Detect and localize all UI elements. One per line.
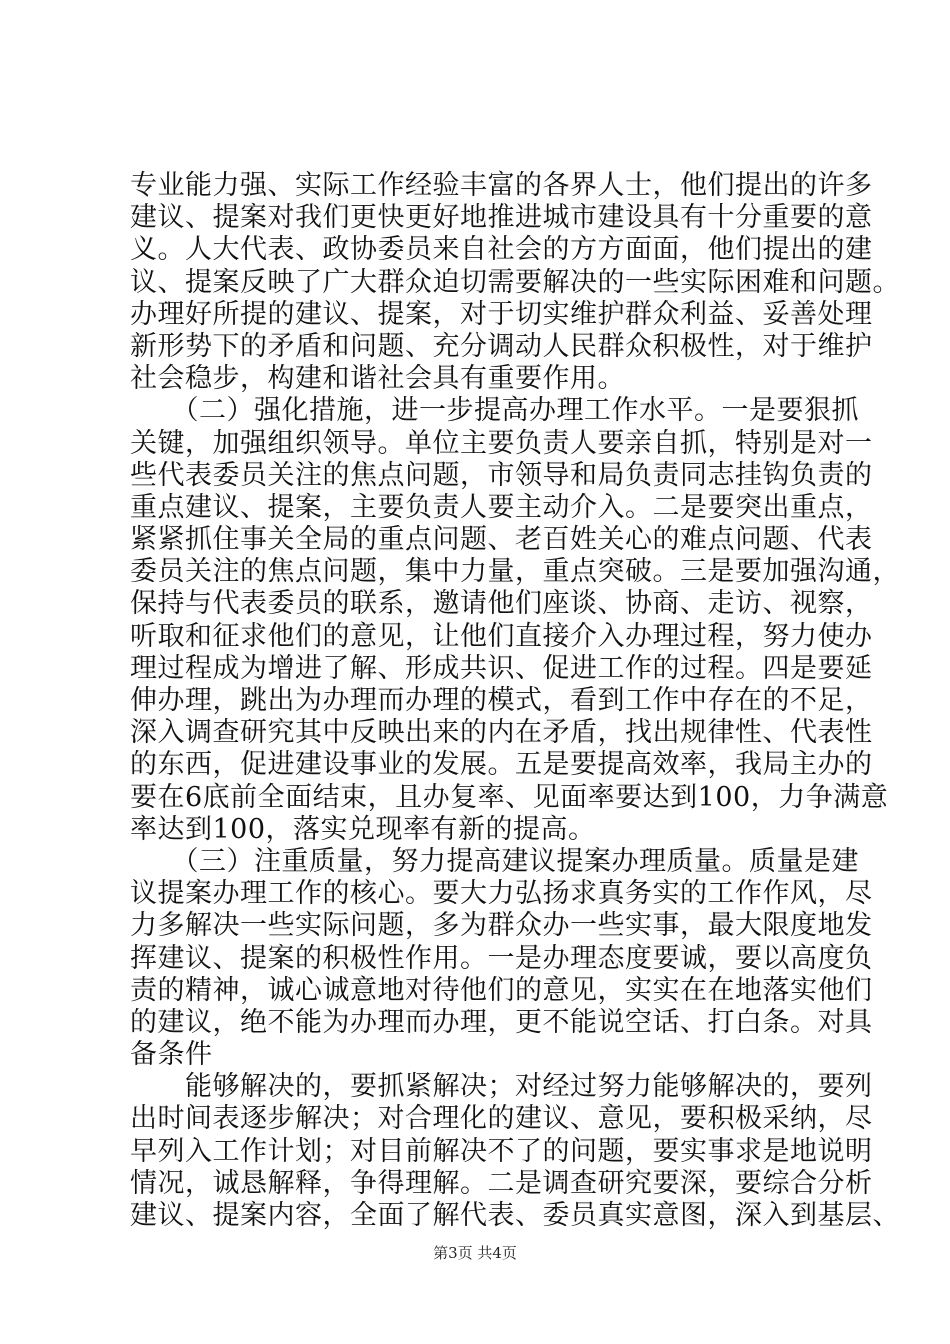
text-line: 重点建议、提案，主要负责人要主动介入。二是要突出重点， <box>130 491 873 523</box>
text-line: 议、提案反映了广大群众迫切需要解决的一些实际困难和问题。 <box>130 266 900 298</box>
text-line: 力多解决一些实际问题，多为群众办一些实事，最大限度地发 <box>130 910 873 942</box>
page-number: 第3页 共4页 <box>433 1244 517 1262</box>
text-line: 能够解决的，要抓紧解决；对经过努力能够解决的，要列 <box>130 1071 873 1103</box>
text-line: 备条件 <box>130 1039 213 1071</box>
text-line: 社会稳步，构建和谐社会具有重要作用。 <box>130 363 625 395</box>
text-line: 些代表委员关注的焦点问题，市领导和局负责同志挂钩负责的 <box>130 459 873 491</box>
text-line: （二）强化措施，进一步提高办理工作水平。一是要狠抓 <box>130 395 859 427</box>
text-line: 率达到100，落实兑现率有新的提高。 <box>130 813 596 845</box>
text-line: 建议、提案对我们更快更好地推进城市建设具有十分重要的意 <box>130 202 873 234</box>
text-line: 理过程成为增进了解、形成共识、促进工作的过程。四是要延 <box>130 652 873 684</box>
text-line: 保持与代表委员的联系，邀请他们座谈、协商、走访、视察， <box>130 588 873 620</box>
text-line: 办理好所提的建议、提案，对于切实维护群众利益、妥善处理 <box>130 298 873 330</box>
text-line: 早列入工作计划；对目前解决不了的问题，要实事求是地说明 <box>130 1135 873 1167</box>
text-line: 情况，诚恳解释，争得理解。二是调查研究要深，要综合分析 <box>130 1167 873 1199</box>
text-line: 责的精神，诚心诚意地对待他们的意见，实实在在地落实他们 <box>130 974 873 1006</box>
text-line: 出时间表逐步解决；对合理化的建议、意见，要积极采纳，尽 <box>130 1103 873 1135</box>
text-line: 的东西，促进建设事业的发展。五是要提高效率，我局主办的 <box>130 749 873 781</box>
text-line: 专业能力强、实际工作经验丰富的各界人士，他们提出的许多 <box>130 170 873 201</box>
text-line: 听取和征求他们的意见，让他们直接介入办理过程，努力使办 <box>130 620 873 652</box>
text-line: 关键，加强组织领导。单位主要负责人要亲自抓，特别是对一 <box>130 427 873 459</box>
text-line: 要在6底前全面结束，且办复率、见面率要达到100，力争满意 <box>130 781 889 813</box>
page-footer <box>0 1242 950 1263</box>
text-line: 伸办理，跳出为办理而办理的模式，看到工作中存在的不足， <box>130 685 873 716</box>
text-line: 的建议，绝不能为办理而办理，更不能说空话、打白条。对具 <box>130 1006 873 1038</box>
text-line: 议提案办理工作的核心。要大力弘扬求真务实的工作作风，尽 <box>130 878 873 910</box>
text-line: 深入调查研究其中反映出来的内在矛盾，找出规律性、代表性 <box>130 717 873 749</box>
text-line: 紧紧抓住事关全局的重点问题、老百姓关心的难点问题、代表 <box>130 524 873 556</box>
text-line: （三）注重质量，努力提高建议提案办理质量。质量是建 <box>130 845 859 877</box>
text-line: 新形势下的矛盾和问题、充分调动人民群众积极性，对于维护 <box>130 330 873 362</box>
text-line: 委员关注的焦点问题，集中力量，重点突破。三是要加强沟通， <box>130 556 900 588</box>
text-line: 建议、提案内容，全面了解代表、委员真实意图，深入到基层、 <box>130 1200 900 1231</box>
body-text <box>130 170 900 1232</box>
text-line: 挥建议、提案的积极性作用。一是办理态度要诚，要以高度负 <box>130 942 873 974</box>
text-line: 义。人大代表、政协委员来自社会的方方面面，他们提出的建 <box>130 234 873 266</box>
